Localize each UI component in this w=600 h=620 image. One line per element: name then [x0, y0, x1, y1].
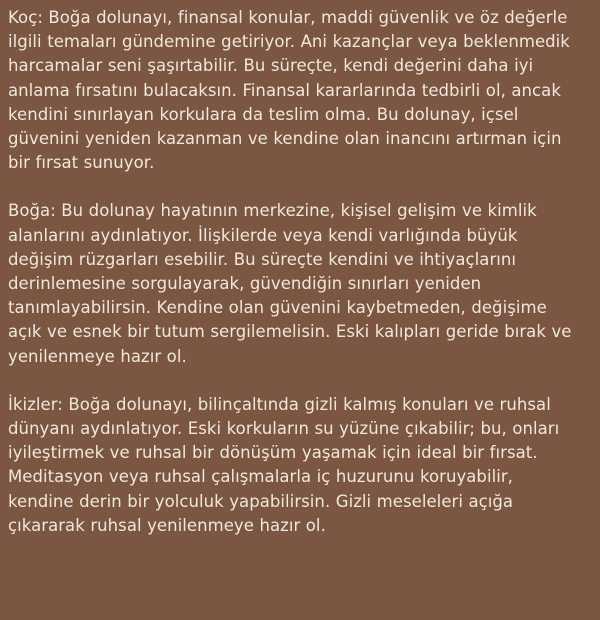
paragraph-ikizler: İkizler: Boğa dolunayı, bilinçaltında gizli kalmış konuları ve ruhsal dünyanı aydınlatıyor. Eski korkuların su yüzüne çıkabilir; bu, onları iyileştirmek ve ruhsal bir dönüşüm yaşamak için ideal bir fırsat. Meditasyon veya ruhsal çalışmalarla iç huzurunu koruyabilir, kendine derin bir yolculuk yapabilirsin. Gizli meseleleri açığa çıkararak ruhsal yenilenmeye hazır ol.: [8, 394, 560, 535]
paragraph-spacer: [8, 175, 584, 199]
paragraph-spacer: [8, 369, 584, 393]
paragraph-boga: Boğa: Bu dolunay hayatının merkezine, kişisel gelişim ve kimlik alanlarını aydınlatıyor. İlişkilerde veya kendi varlığında büyük değişim rüzgarları esebilir. Bu süreçte kendini ve ihtiyaçlarını derinlemesine sorgulayarak, güvendiğin sınırları yeniden tanımlayabilirsin. Kendine olan güvenini kaybetmeden, değişime açık ve esnek bir tutum sergilemelisin. Eski kalıpları geride bırak ve yenilenmeye hazır ol.: [8, 201, 572, 366]
paragraph-koc: Koç: Boğa dolunayı, finansal konular, maddi güvenlik ve öz değerle ilgili temaları gündemine getiriyor. Ani kazançlar veya beklenmedik harcamalar seni şaşırtabilir. Bu süreçte, kendi değerini daha iyi anlama fırsatını bulacaksın. Finansal kararlarında tedbirli ol, ancak kendini sınırlayan korkulara da teslim olma. Bu dolunay, içsel güvenini yeniden kazanman ve kendine olan inancını artırman için bir fırsat sunuyor.: [8, 8, 570, 173]
